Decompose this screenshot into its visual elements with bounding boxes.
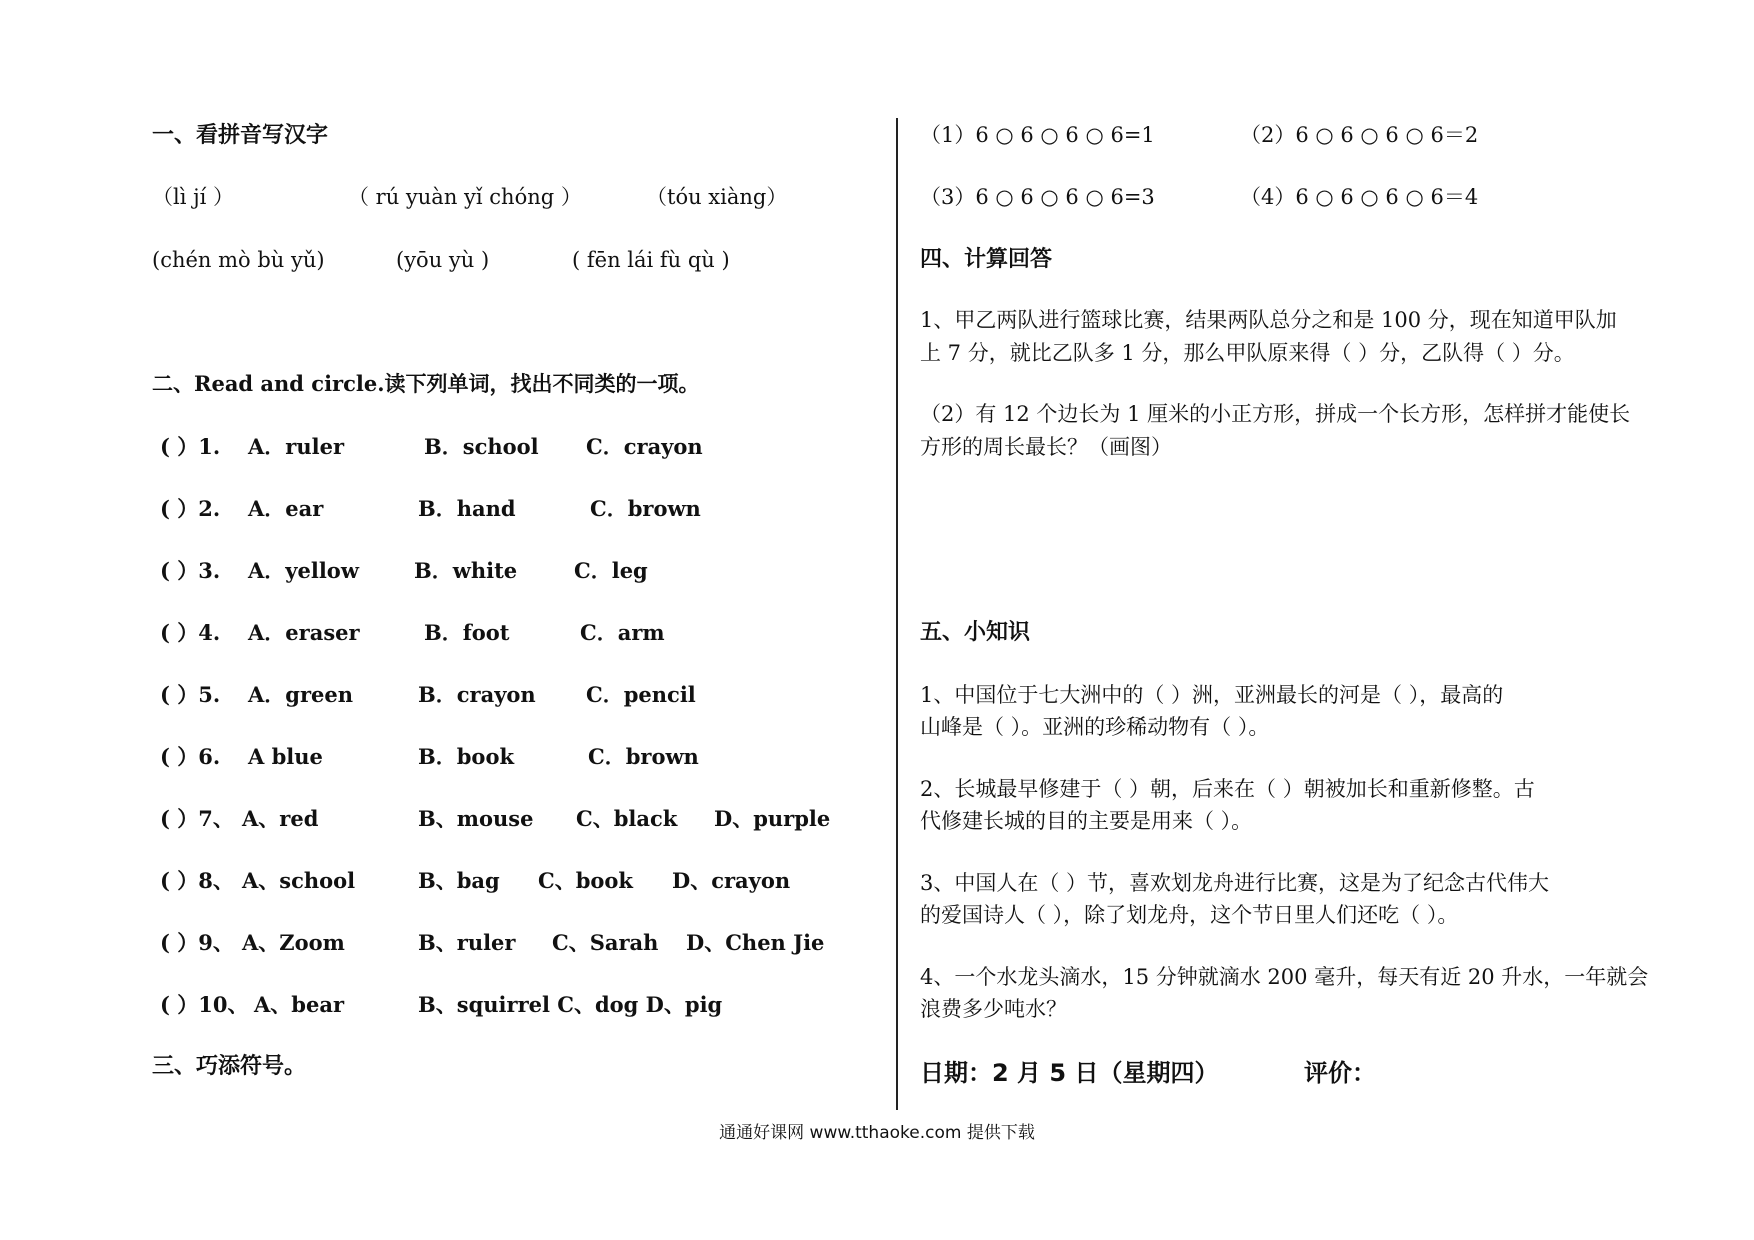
column-divider	[896, 118, 898, 1110]
question-number: ( ）5.	[160, 682, 221, 707]
question-text: 方形的周长最长？（画图）	[920, 435, 1172, 459]
option-c: C、book	[538, 868, 633, 893]
question-number: ( ）4.	[160, 620, 221, 645]
pinyin-item: (yōu yù )	[396, 248, 490, 272]
question-text: （2）有 12 个边长为 1 厘米的小正方形，拼成一个长方形，怎样拼才能使长	[920, 402, 1631, 426]
option-b: B．white	[414, 558, 518, 583]
question-number: ( ）10、	[160, 992, 249, 1017]
option-d: D、purple	[714, 806, 831, 831]
question-text: 代修建长城的目的主要是用来（ ）。	[920, 809, 1253, 833]
option-c: C．brown	[588, 744, 699, 769]
option-b: B、ruler	[418, 930, 516, 955]
option-c: C．brown	[590, 496, 701, 521]
option-b: B、mouse	[418, 806, 534, 831]
option-b: B．school	[424, 434, 539, 459]
option-b: B．book	[418, 744, 514, 769]
option-c: C．leg	[574, 558, 648, 583]
question-number: ( ）9、	[160, 930, 234, 955]
option-b: B．foot	[424, 620, 510, 645]
option-d: D、crayon	[672, 868, 791, 893]
question-text: 1、中国位于七大洲中的（ ）洲，亚洲最长的河是（ ），最高的	[920, 683, 1504, 707]
option-a: A．green	[248, 682, 354, 707]
question-number: ( ）6.	[160, 744, 221, 769]
equation: （1）6 ○ 6 ○ 6 ○ 6=1	[920, 123, 1155, 147]
option-c: C、black	[576, 806, 678, 831]
section-1-title: 一、看拼音写汉字	[152, 122, 329, 148]
option-b: B．crayon	[418, 682, 536, 707]
option-c: C．arm	[580, 620, 665, 645]
option-a: A．yellow	[248, 558, 359, 583]
option-c: C．crayon	[586, 434, 703, 459]
evaluation-label: 评价：	[1304, 1059, 1376, 1087]
section-4-title: 四、计算回答	[920, 246, 1053, 272]
pinyin-item: ( fēn lái fù qù )	[572, 248, 730, 272]
date-label: 日期：2 月 5 日（星期四）	[920, 1059, 1219, 1087]
question-number: ( ）2.	[160, 496, 221, 521]
option-a: A、Zoom	[242, 930, 345, 955]
option-a: A、red	[242, 806, 319, 831]
option-b: B、squirrel C、dog D、pig	[418, 992, 723, 1017]
option-c: C．pencil	[586, 682, 696, 707]
option-b: B、bag	[418, 868, 500, 893]
question-text: 3、中国人在（ ）节，喜欢划龙舟进行比赛，这是为了纪念古代伟大	[920, 871, 1550, 895]
question-number: ( ）8、	[160, 868, 234, 893]
equation: （4）6 ○ 6 ○ 6 ○ 6＝4	[1240, 185, 1479, 209]
section-3-title: 三、巧添符号。	[152, 1053, 307, 1079]
equation: （2）6 ○ 6 ○ 6 ○ 6＝2	[1240, 123, 1479, 147]
section-2-title: 二、Read and circle.读下列单词，找出不同类的一项。	[152, 371, 700, 396]
question-text: 浪费多少吨水？	[920, 997, 1067, 1021]
option-a: A．eraser	[248, 620, 360, 645]
option-a: A、school	[242, 868, 356, 893]
question-text: 2、长城最早修建于（ ）朝，后来在（ ）朝被加长和重新修整。古	[920, 777, 1535, 801]
pinyin-item: （tóu xiàng）	[646, 185, 788, 209]
question-number: ( ）3.	[160, 558, 221, 583]
pinyin-item: (chén mò bù yǔ)	[152, 248, 325, 272]
option-d: D、Chen Jie	[686, 930, 825, 955]
question-text: 山峰是（ ）。亚洲的珍稀动物有（ ）。	[920, 715, 1270, 739]
question-number: ( ）7、	[160, 806, 234, 831]
option-a: A、bear	[254, 992, 345, 1017]
question-text: 1、甲乙两队进行篮球比赛，结果两队总分之和是 100 分，现在知道甲队加	[920, 308, 1617, 332]
footer-credit: 通通好课网 www.tthaoke.com 提供下载	[719, 1123, 1035, 1143]
option-a: A．ear	[248, 496, 324, 521]
equation: （3）6 ○ 6 ○ 6 ○ 6=3	[920, 185, 1155, 209]
option-a: A blue	[248, 744, 323, 769]
question-text: 4、一个水龙头滴水，15 分钟就滴水 200 毫升，每天有近 20 升水，一年就会	[920, 965, 1649, 989]
option-a: A．ruler	[248, 434, 345, 459]
option-b: B．hand	[418, 496, 516, 521]
pinyin-item: （lì jí ）	[152, 185, 235, 209]
option-c: C、Sarah	[552, 930, 659, 955]
question-text: 的爱国诗人（ ），除了划龙舟，这个节日里人们还吃（ ）。	[920, 903, 1459, 927]
section-5-title: 五、小知识	[920, 619, 1031, 645]
pinyin-item: （ rú yuàn yǐ chóng ）	[348, 185, 582, 209]
question-text: 上 7 分，就比乙队多 1 分，那么甲队原来得（ ）分，乙队得（ ）分。	[920, 341, 1575, 365]
question-number: ( ）1.	[160, 434, 221, 459]
